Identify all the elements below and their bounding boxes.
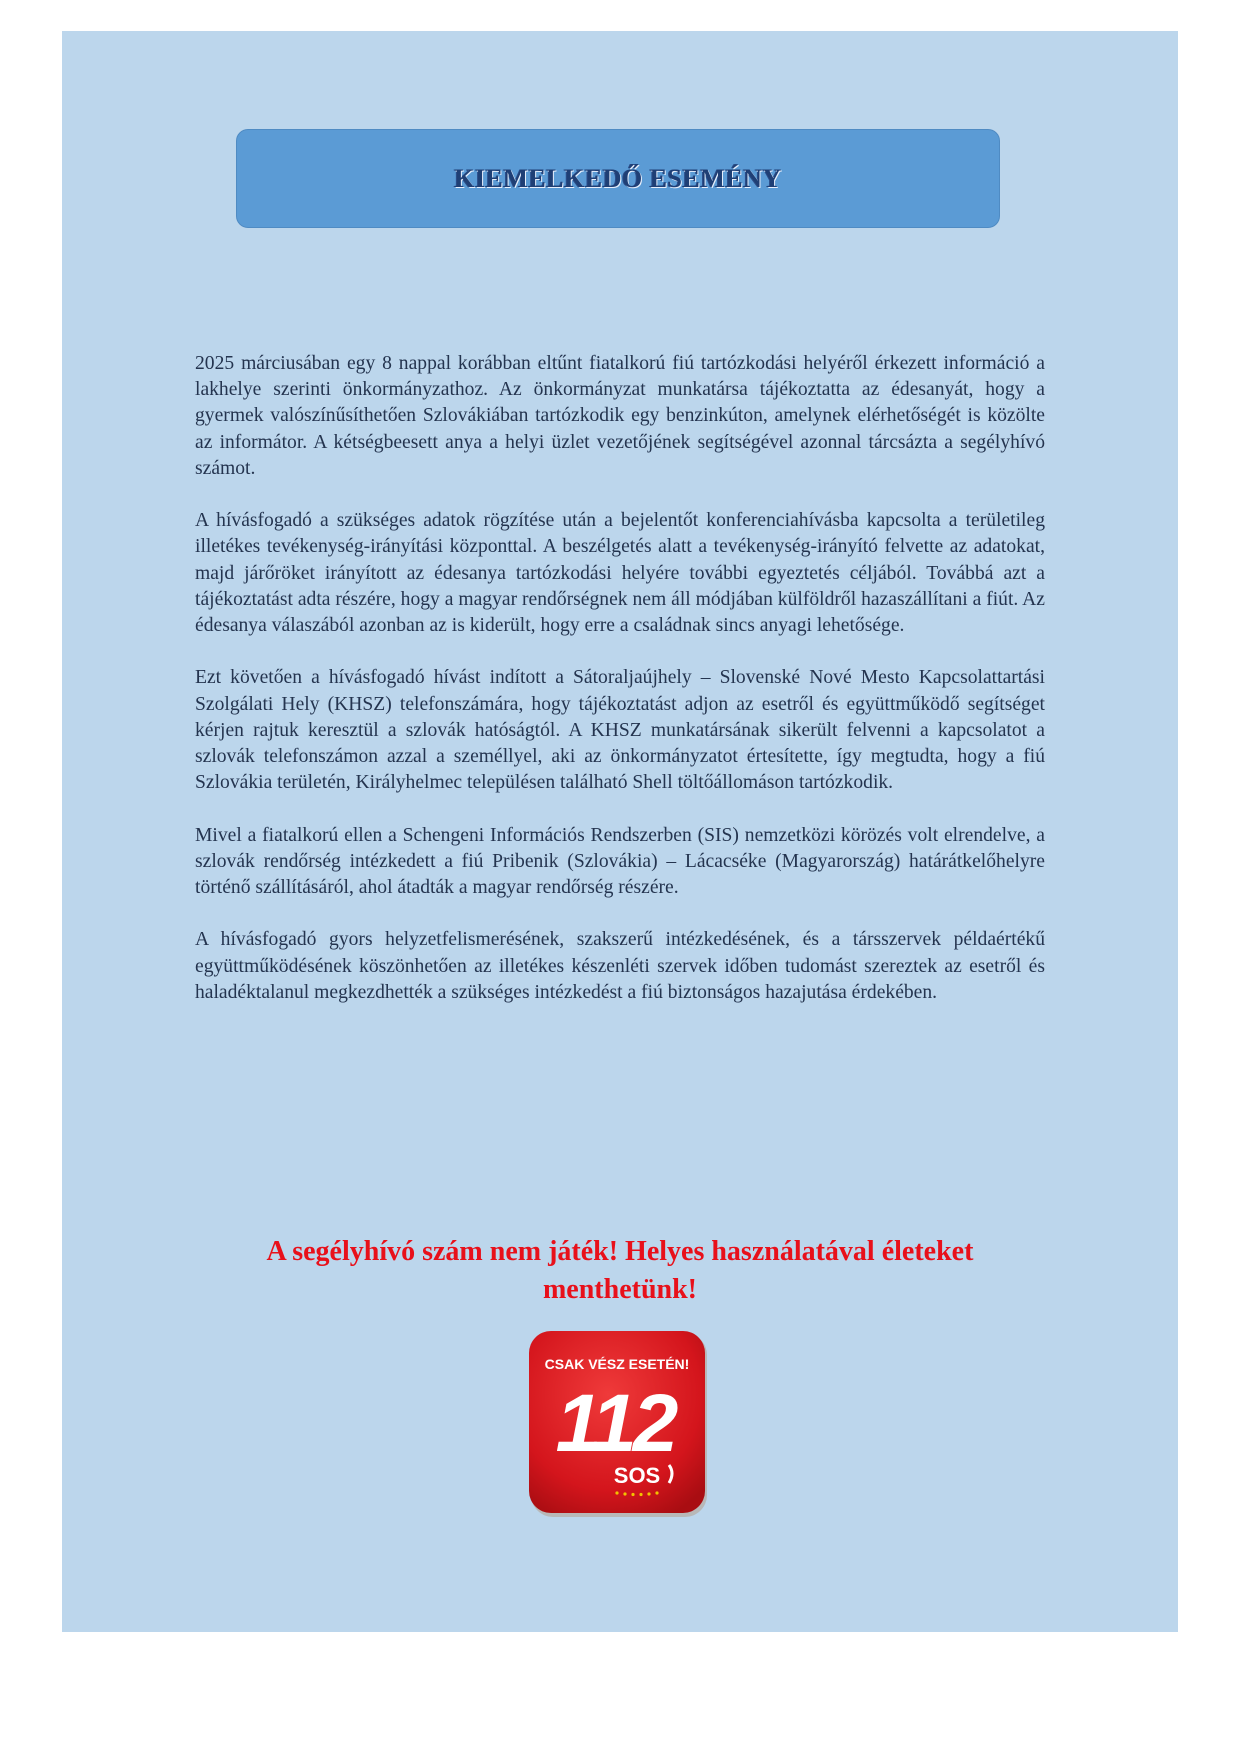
slogan bbox=[195, 1233, 1045, 1309]
emergency-112-logo bbox=[529, 1331, 709, 1519]
logo-sos-text: SOS bbox=[613, 1463, 661, 1488]
paragraph-2: A hívásfogadó a szükséges adatok rögzítése után a bejelentőt konferenciahívásba kapcsolta a területileg illetékes tevékenység-irányítási központtal. A beszélgetés alatt a tevékenység-irányító felvette az adatokat, majd járőröket irányított az édesanya tartózkodási helyére további egyeztetés céljából. Továbbá azt a tájékoztatást adta részére, hogy a magyar rendőrségnek nem áll módjában külföldről hazaszállítani a fiút. Az édesanya válaszából azonban az is kiderült, hogy erre a családnak sincs anyagi lehetősége. bbox=[195, 510, 1045, 637]
slogan-line-1: A segélyhívó szám nem játék! Helyes használatával életeket bbox=[266, 1236, 974, 1267]
page-title: KIEMELKEDŐ ESEMÉNY bbox=[454, 163, 782, 193]
paragraph-5: A hívásfogadó gyors helyzetfelismerésének, szakszerű intézkedésének, és a társszervek példaértékű együttműködésének köszönhetően az illetékes készenléti szervek időben tudomást szereztek az esetről és haladéktalanul megkezdhették a szükséges intézkedést a fiú biztonságos hazajutása érdekében. bbox=[195, 929, 1045, 1003]
slogan-line-2: menthetünk! bbox=[542, 1274, 697, 1305]
article-body bbox=[195, 351, 1045, 1032]
paragraph-3: Ezt követően a hívásfogadó hívást indított a Sátoraljaújhely – Slovenské Nové Mesto Kapcsolattartási Szolgálati Hely (KHSZ) telefonszámára, hogy tájékoztatást adjon az esetről és együttműködő segítséget kérjen rajtuk keresztül a szlovák hatóságtól. A KHSZ munkatársának sikerült felvenni a kapcsolatot a szlovák telefonszámon azzal a személlyel, aki az önkormányzatot értesítette, így megtudta, hogy a fiú Szlovákia területén, Királyhelmec településen található Shell töltőállomáson tartózkodik. bbox=[195, 667, 1045, 794]
title-banner bbox=[236, 129, 1000, 228]
logo-number: 112 bbox=[555, 1378, 675, 1469]
paragraph-4: Mivel a fiatalkorú ellen a Schengeni Információs Rendszerben (SIS) nemzetközi körözés volt elrendelve, a szlovák rendőrség intézkedett a fiú Pribenik (Szlovákia) – Lácacséke (Magyarország) határátkelőhelyre történő szállításáról, ahol átadták a magyar rendőrség részére. bbox=[195, 824, 1045, 899]
logo-top-text: CSAK VÉSZ ESETÉN! bbox=[544, 1356, 690, 1372]
paragraph-1: 2025 márciusában egy 8 nappal korábban eltűnt fiatalkorú fiú tartózkodási helyéről érkezett információ a lakhelye szerinti önkormányzathoz. Az önkormányzat munkatársa tájékoztatta az édesanyát, hogy a gyermek valószínűsíthetően Szlovákiában tartózkodik egy benzinkúton, amelynek elérhetőségét is közölte az informátor. A kétségbeesett anya a helyi üzlet vezetőjének segítségével azonnal tárcsázta a segélyhívó számot. bbox=[195, 353, 1045, 479]
